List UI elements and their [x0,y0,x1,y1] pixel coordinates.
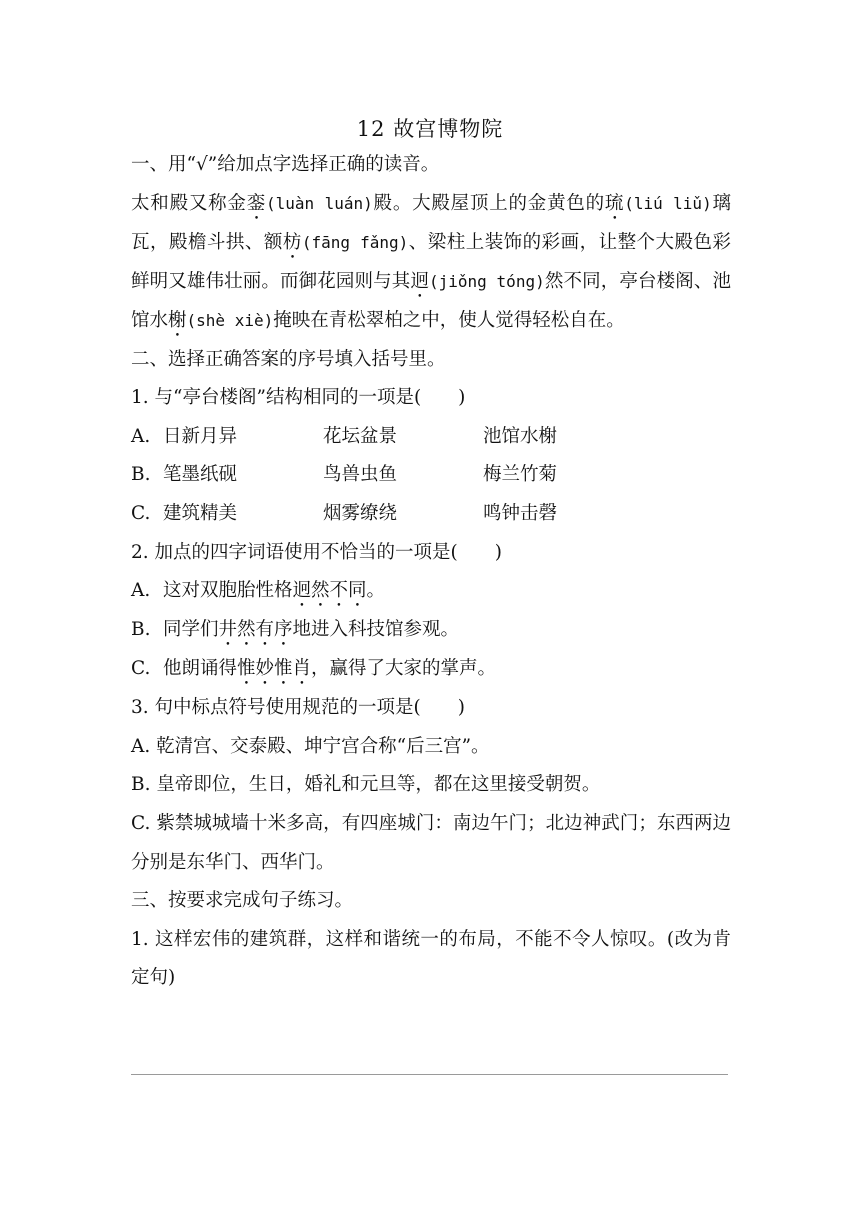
option-text: 他朗诵得 [163,658,238,680]
q1-option-b [131,456,731,495]
dotted-idiom: 迥然不同 [292,580,367,602]
q3-option-b [131,766,731,805]
option-text: 皇帝即位，生日，婚礼和元旦等，都在这里接受朝贺。 [156,774,601,796]
option-label: B. [131,464,151,486]
q2-option-a [131,572,731,611]
worksheet-content [131,146,731,998]
passage-text: 璃瓦，殿檐斗拱、额 [131,192,731,253]
pinyin-passage [131,185,731,341]
option-item: 烟雾缭绕 [323,502,398,524]
passage-text: 掩映在青松翠柏之中，使人觉得轻松自在。 [273,309,625,331]
dotted-char: 枋 [282,231,302,253]
option-label: A. [131,580,151,602]
passage-text: 殿。大殿屋顶上的金黄色的 [372,192,605,214]
option-label: A. [131,425,151,447]
option-text: 。 [366,580,386,602]
page-title: 12 故宫博物院 [356,117,504,141]
q3-option-a [131,728,731,767]
option-item: 鸟兽虫鱼 [323,464,398,486]
dotted-char: 榭 [168,309,187,331]
q3-stem: 3. 句中标点符号使用规范的一项是( ) [131,697,465,719]
s3-q1-text: 1. 这样宏伟的建筑群，这样和谐统一的布局，不能不令人惊叹。(改为肯定句) [131,928,731,989]
answer-line[interactable] [131,1074,728,1075]
q2-stem: 2. 加点的四字词语使用不恰当的一项是( ) [131,541,502,563]
passage-text: 然不同，亭台楼阁、池馆水 [131,270,731,331]
option-label: B. [131,619,151,641]
pinyin-choices: (fāng fǎng) [301,232,409,252]
dotted-char: 迥 [410,270,429,292]
option-item: 笔墨纸砚 [163,464,238,486]
q1-option-a [131,418,731,457]
section1-heading: 一、用“√”给加点字选择正确的读音。 [131,154,440,175]
pinyin-choices: (liú liǔ) [624,193,712,213]
option-text: 紫禁城城墙十米多高，有四座城门：南边午门；北边神武门；东西两边分别是东华门、西华门。 [131,812,731,873]
option-text: 同学们 [163,619,219,641]
option-text: 地进入科技馆参观。 [292,619,460,641]
dotted-idiom: 惟妙惟肖 [237,658,312,680]
option-item: 鸣钟击磬 [483,502,558,524]
option-text: 这对双胞胎性格 [163,580,293,602]
q2-option-b [131,611,731,650]
section3-heading: 三、按要求完成句子练习。 [131,890,354,912]
dotted-char: 銮 [246,192,266,214]
q1-stem: 1. 与“亭台楼阁”结构相同的一项是( ) [131,387,466,409]
passage-text: 、梁柱上装饰的彩画，让整个大殿色彩鲜明又雄伟壮丽。而御花园则与其 [131,231,731,292]
option-text: ，赢得了大家的掌声。 [311,658,497,680]
q3-option-c [131,805,731,882]
option-label: C. [131,812,151,834]
q1-option-c [131,495,731,534]
option-text: 乾清宫、交泰殿、坤宁宫合称“后三宫”。 [156,735,490,757]
option-label: B. [131,774,151,796]
option-item: 日新月异 [163,425,238,447]
dotted-idiom: 井然有序 [218,619,293,641]
option-item: 建筑精美 [163,502,238,524]
pinyin-choices: (luàn luán) [266,193,373,213]
passage-text: 太和殿又称金 [131,192,247,214]
section2-heading: 二、选择正确答案的序号填入括号里。 [131,348,446,370]
pinyin-choices: (jiǒng tóng) [429,271,545,291]
q2-option-c [131,650,731,689]
option-item: 池馆水榭 [483,425,558,447]
option-label: C. [131,658,151,680]
option-item: 梅兰竹菊 [483,464,558,486]
option-label: A. [131,735,151,757]
dotted-char: 琉 [604,192,625,214]
pinyin-choices: (shè xiè) [186,310,274,330]
option-label: C. [131,502,151,524]
option-item: 花坛盆景 [323,425,398,447]
